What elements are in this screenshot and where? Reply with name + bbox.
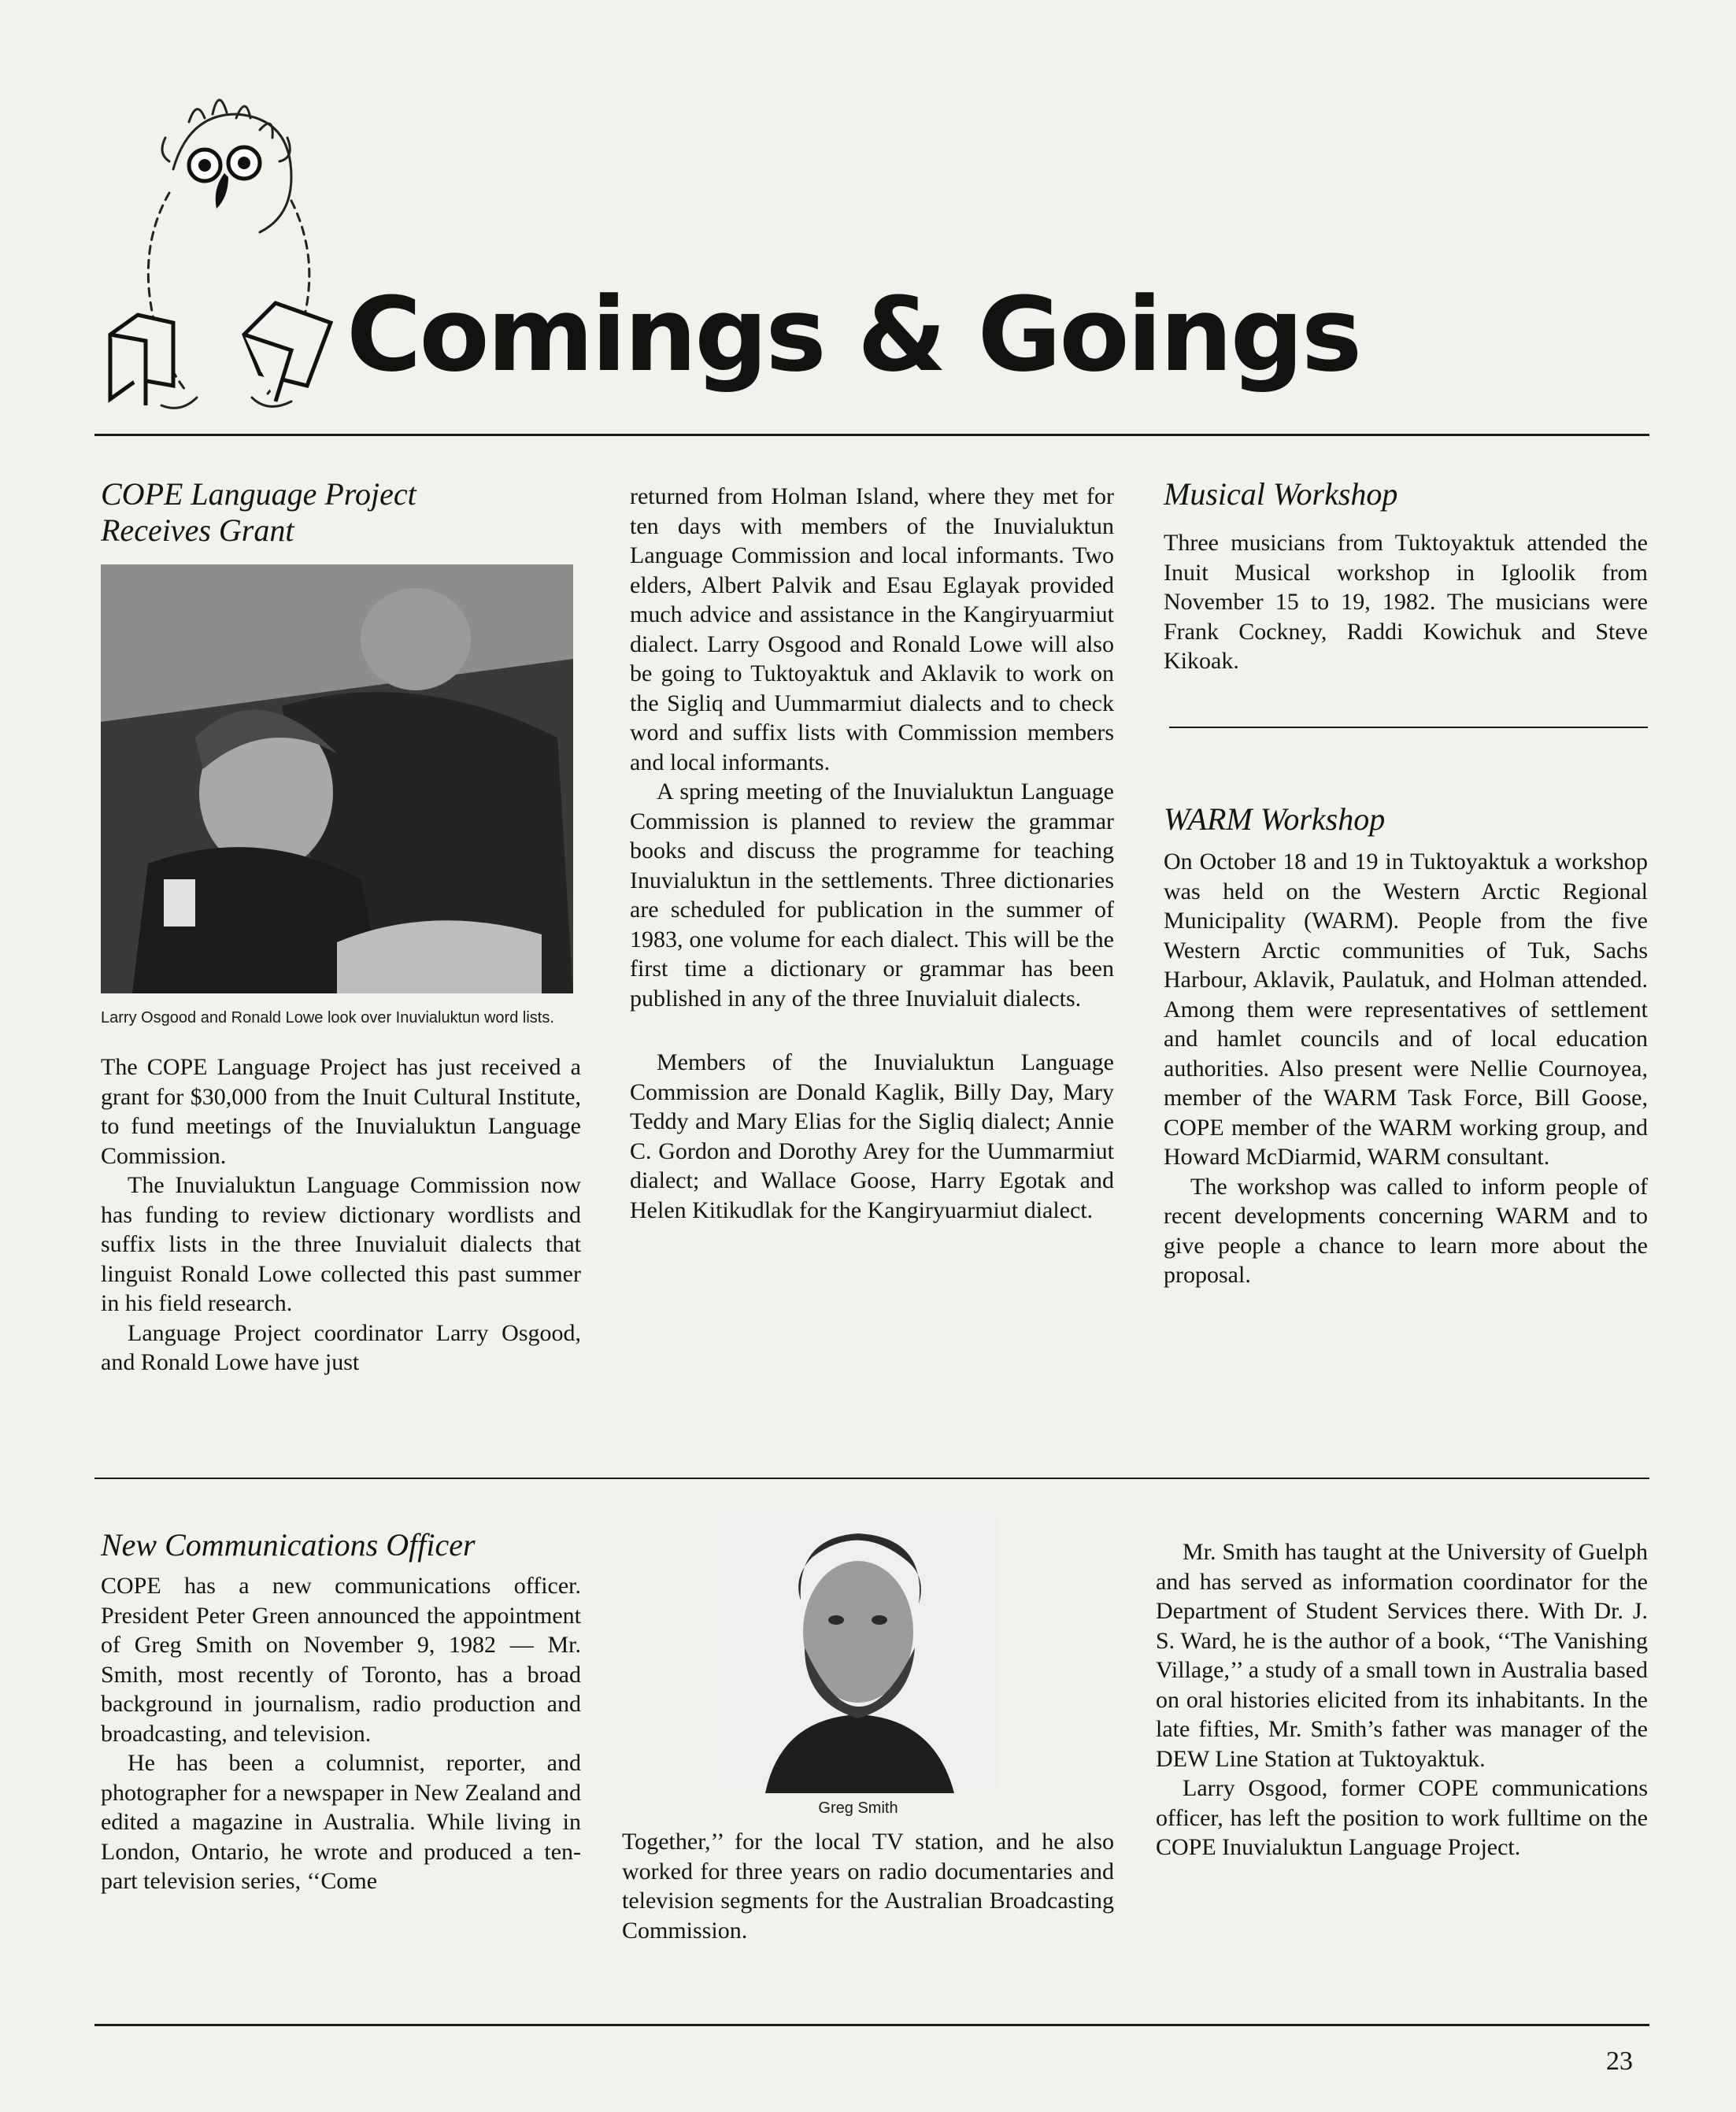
osgood-lowe-photo-image	[101, 564, 573, 993]
page-number: 23	[1606, 2047, 1633, 2076]
musical-warm-divider	[1169, 727, 1648, 728]
article-cope-grant-col2	[630, 482, 1114, 1225]
footer-rule	[94, 2024, 1649, 2026]
paragraph: The Inuvialuktun Language Commission now has funding to review dictionary wordlists and suffix lists in the three Inuvialuit dialects that linguist Ronald Lowe collected this past summer in his field research.	[101, 1172, 581, 1316]
article-warm-workshop	[1164, 801, 1648, 1290]
mid-page-rule	[94, 1478, 1649, 1479]
masthead-rule	[94, 434, 1649, 436]
greg-smith-photo-caption: Greg Smith	[818, 1799, 898, 1817]
paragraph: Three musicians from Tuktoyaktuk attended the Inuit Musical workshop in Igloolik from November 15 to 19, 1982. The musicians were Frank Cockney, Raddi Kowichuk and Steve Kikoak.	[1164, 530, 1648, 674]
paragraph: The workshop was called to inform people of recent developments concerning WARM and to give people a chance to learn more about the proposal.	[1164, 1173, 1648, 1288]
article-comms-col1	[101, 1527, 581, 1896]
paragraph: Members of the Inuvialuktun Language Commission are Donald Kaglik, Billy Day, Mary Teddy and Mary Elias for the Sigliq dialect; Annie C. Gordon and Dorothy Arey for the Uummarmiut dialect; and Wallace Goose, Harry Egotak and Helen Kitikudlak for the Kangiryuarmiut dialect.	[630, 1049, 1114, 1223]
article-cope-grant-col1	[101, 476, 581, 1378]
paragraph: returned from Holman Island, where they met for ten days with members of the Inuvialuktun Language Commission and local informants. Two elders, Albert Palvik and Esau Eglayak provided much advice and assistance in the Kangiryuarmiut dialect. Larry Osgood and Ronald Lowe will also be going to Tuktoyaktuk and Aklavik to work on the Sigliq and Uummarmiut dialects and to check word and suffix lists with Commission members and local informants.	[630, 483, 1114, 775]
article-comms-col2	[622, 1514, 1114, 1945]
cope-grant-photo-caption: Larry Osgood and Ronald Lowe look over Inuvialuktun word lists.	[101, 1009, 554, 1026]
page-title: Comings & Goings	[346, 275, 1360, 394]
cope-grant-title: COPE Language Project Receives Grant	[101, 476, 416, 548]
comms-officer-title: New Communications Officer	[101, 1527, 476, 1563]
cope-grant-photo	[101, 564, 573, 993]
paragraph: He has been a columnist, reporter, and photographer for a newspaper in New Zealand and edited a magazine in Australia. While living in London, Ontario, he wrote and produced a ten-part television series, ‘‘Come	[101, 1750, 581, 1894]
paragraph: Language Project coordinator Larry Osgood, and Ronald Lowe have just	[101, 1319, 581, 1375]
owl-with-suitcases-icon	[94, 75, 346, 437]
warm-workshop-title: WARM Workshop	[1164, 801, 1386, 837]
greg-smith-portrait-image	[718, 1514, 998, 1793]
paragraph: On October 18 and 19 in Tuktoyaktuk a workshop was held on the Western Arctic Regional Municipality (WARM). People from the five Western Arctic communities of Tuk, Sachs Harbour, Aklavik, Paulatuk, and Holman attended. Among them were representatives of settlement and hamlet councils and of local education authorities. Also present were Nellie Cournoyea, member of the WARM Task Force, Bill Goose, COPE member of the WARM working group, and Howard McDiarmid, WARM consultant.	[1164, 849, 1648, 1170]
article-musical-workshop	[1164, 476, 1648, 676]
article-comms-col3	[1156, 1537, 1648, 1862]
paragraph: COPE has a new communications officer. President Peter Green announced the appointment of Greg Smith on November 9, 1982 — Mr. Smith, most recently of Toronto, has a broad background in journalism, radio production and broadcasting, and television.	[101, 1573, 581, 1747]
paragraph: A spring meeting of the Inuvialuktun Language Commission is planned to review the grammar books and discuss the programme for teaching Inuvialuktun in the settlements. Three dictionaries are scheduled for publication in the summer of 1983, one volume for each dialect. This will be the first time a dictionary or grammar has been published in any of the three Inuvialuit dialects.	[630, 779, 1114, 1012]
greg-smith-photo	[718, 1514, 998, 1793]
masthead	[94, 75, 1449, 437]
paragraph: Larry Osgood, former COPE communications officer, has left the position to work fulltime on the COPE Inuvialuktun Language Project.	[1156, 1775, 1648, 1860]
paragraph: Mr. Smith has taught at the University of Guelph and has served as information coordinator for the Department of Student Services there. With Dr. J. S. Ward, he is the author of a book, ‘‘The Vanishing Village,’’ a study of a small town in Australia based on oral histories elicited from its inhabitants. In the late fifties, Mr. Smith’s father was manager of the DEW Line Station at Tuktoyaktuk.	[1156, 1539, 1648, 1772]
paragraph: The COPE Language Project has just received a grant for $30,000 from the Inuit Cultural Institute, to fund meetings of the Inuvialuktun Language Commission.	[101, 1054, 581, 1169]
paragraph: Together,’’ for the local TV station, and he also worked for three years on radio documentaries and television segments for the Australian Broadcasting Commission.	[622, 1829, 1114, 1944]
musical-workshop-title: Musical Workshop	[1164, 476, 1398, 512]
